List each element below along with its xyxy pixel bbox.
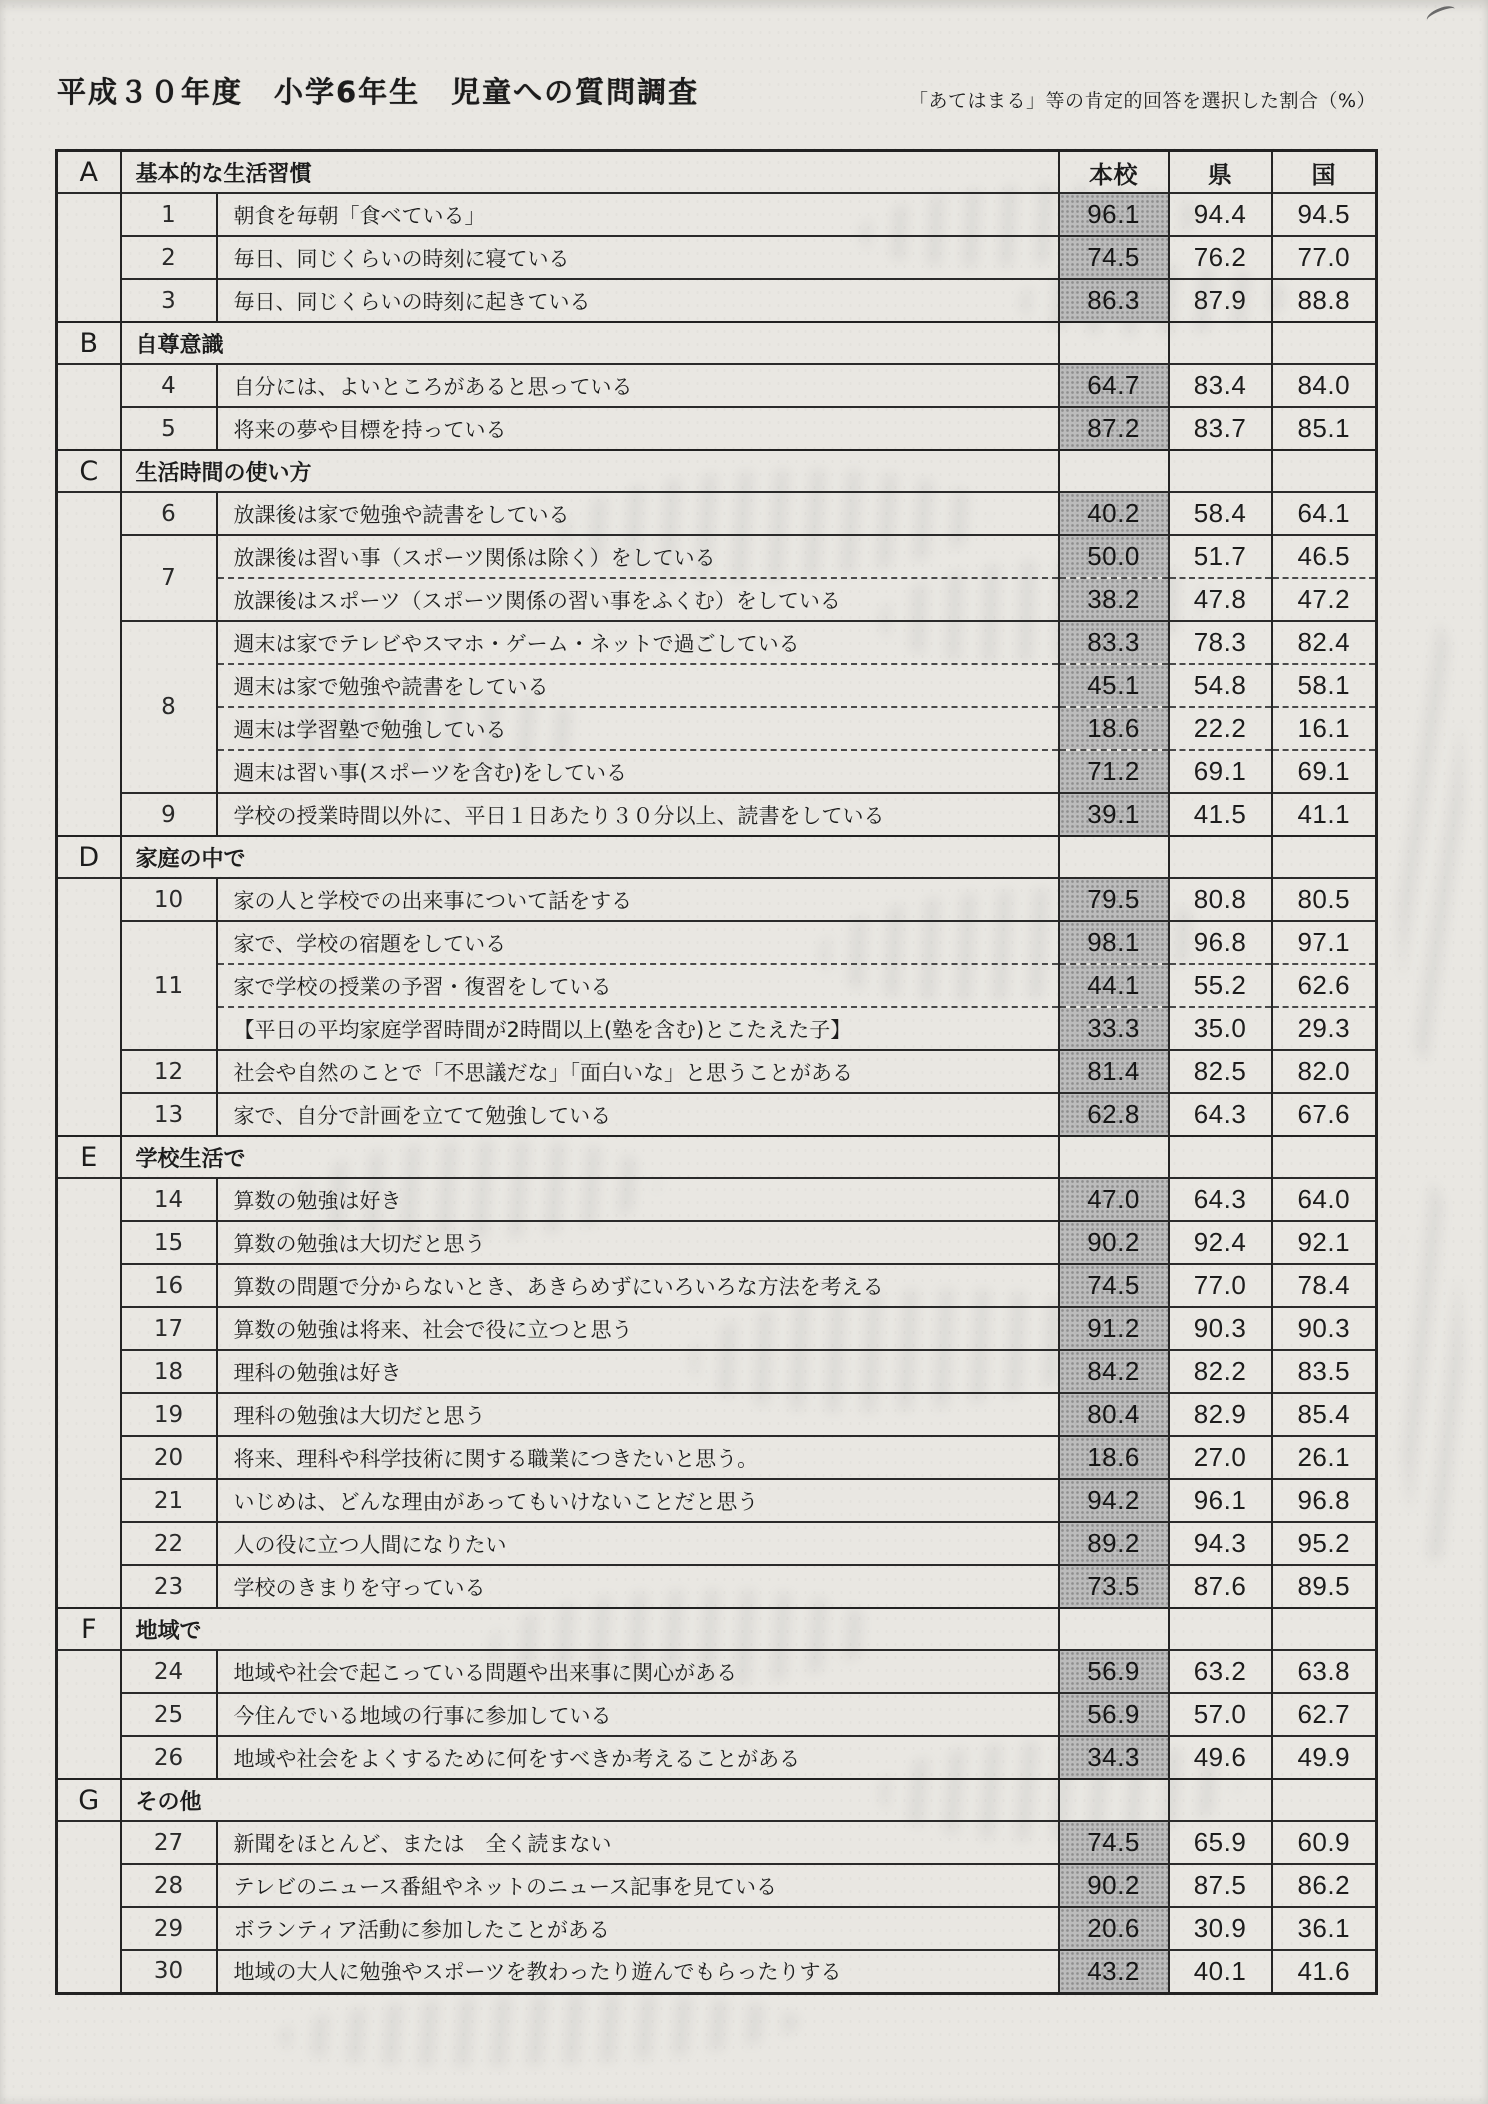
table-row bbox=[57, 535, 1377, 578]
column-header: 国 bbox=[1272, 151, 1377, 194]
value-school: 40.2 bbox=[1059, 492, 1169, 535]
question-number: 19 bbox=[121, 1393, 217, 1436]
value-cell-empty bbox=[1169, 450, 1272, 492]
value-prefecture: 87.6 bbox=[1169, 1565, 1272, 1608]
value-nation: 29.3 bbox=[1272, 1007, 1377, 1050]
question-text: 新聞をほとんど、または 全く読まない bbox=[217, 1821, 1059, 1864]
section-letter-spacer bbox=[57, 878, 121, 1136]
question-number: 27 bbox=[121, 1821, 217, 1864]
value-school: 43.2 bbox=[1059, 1950, 1169, 1993]
page-subtitle: 「あてはまる」等の肯定的回答を選択した割合（%） bbox=[908, 90, 1376, 112]
section-title: 家庭の中で bbox=[121, 836, 1059, 878]
table-row bbox=[57, 1221, 1377, 1264]
section-letter: B bbox=[57, 322, 121, 364]
column-header: 本校 bbox=[1059, 151, 1169, 194]
bleedthrough-mark bbox=[279, 1986, 801, 2074]
value-nation: 96.8 bbox=[1272, 1479, 1377, 1522]
section-title: 地域で bbox=[121, 1608, 1059, 1650]
scan-artifact bbox=[1425, 3, 1458, 26]
question-text: 将来、理科や科学技術に関する職業につきたいと思う。 bbox=[217, 1436, 1059, 1479]
question-number: 16 bbox=[121, 1264, 217, 1307]
table-row bbox=[57, 1565, 1377, 1608]
question-text: 地域や社会で起こっている問題や出来事に関心がある bbox=[217, 1650, 1059, 1693]
table-row bbox=[57, 964, 1377, 1007]
value-school: 18.6 bbox=[1059, 707, 1169, 750]
value-prefecture: 83.4 bbox=[1169, 364, 1272, 407]
table-row bbox=[57, 1393, 1377, 1436]
question-text: 週末は家でテレビやスマホ・ゲーム・ネットで過ごしている bbox=[217, 621, 1059, 664]
table-row bbox=[57, 1436, 1377, 1479]
table-row bbox=[57, 1950, 1377, 1993]
question-number: 3 bbox=[121, 279, 217, 322]
value-school: 47.0 bbox=[1059, 1178, 1169, 1221]
question-text: 家で、自分で計画を立てて勉強している bbox=[217, 1093, 1059, 1136]
section-title: 自尊意識 bbox=[121, 322, 1059, 364]
value-prefecture: 87.5 bbox=[1169, 1864, 1272, 1907]
question-text: 学校の授業時間以外に、平日１日あたり３０分以上、読書をしている bbox=[217, 793, 1059, 836]
question-number: 9 bbox=[121, 793, 217, 836]
value-school: 91.2 bbox=[1059, 1307, 1169, 1350]
value-nation: 49.9 bbox=[1272, 1736, 1377, 1779]
value-nation: 85.1 bbox=[1272, 407, 1377, 450]
value-school: 90.2 bbox=[1059, 1864, 1169, 1907]
value-school: 56.9 bbox=[1059, 1650, 1169, 1693]
value-nation: 95.2 bbox=[1272, 1522, 1377, 1565]
section-header-row bbox=[57, 322, 1377, 364]
value-prefecture: 54.8 bbox=[1169, 664, 1272, 707]
section-letter: D bbox=[57, 836, 121, 878]
table-row bbox=[57, 878, 1377, 921]
question-number: 7 bbox=[121, 535, 217, 621]
section-letter: E bbox=[57, 1136, 121, 1178]
value-school: 73.5 bbox=[1059, 1565, 1169, 1608]
table-row bbox=[57, 1350, 1377, 1393]
question-text: 社会や自然のことで「不思議だな」「面白いな」と思うことがある bbox=[217, 1050, 1059, 1093]
value-nation: 63.8 bbox=[1272, 1650, 1377, 1693]
table-row bbox=[57, 193, 1377, 236]
section-letter-spacer bbox=[57, 364, 121, 450]
question-text: 家で、学校の宿題をしている bbox=[217, 921, 1059, 964]
table-row bbox=[57, 364, 1377, 407]
value-cell-empty bbox=[1059, 1608, 1169, 1650]
question-text: 算数の勉強は大切だと思う bbox=[217, 1221, 1059, 1264]
value-school: 33.3 bbox=[1059, 1007, 1169, 1050]
table-row bbox=[57, 1264, 1377, 1307]
question-number: 15 bbox=[121, 1221, 217, 1264]
value-nation: 82.0 bbox=[1272, 1050, 1377, 1093]
value-nation: 58.1 bbox=[1272, 664, 1377, 707]
value-nation: 62.6 bbox=[1272, 964, 1377, 1007]
value-nation: 26.1 bbox=[1272, 1436, 1377, 1479]
question-text: 週末は家で勉強や読書をしている bbox=[217, 664, 1059, 707]
section-header-row bbox=[57, 836, 1377, 878]
value-prefecture: 40.1 bbox=[1169, 1950, 1272, 1993]
value-school: 18.6 bbox=[1059, 1436, 1169, 1479]
value-prefecture: 64.3 bbox=[1169, 1093, 1272, 1136]
value-school: 39.1 bbox=[1059, 793, 1169, 836]
table-row bbox=[57, 921, 1377, 964]
section-letter-spacer bbox=[57, 492, 121, 836]
section-title: 学校生活で bbox=[121, 1136, 1059, 1178]
value-nation: 47.2 bbox=[1272, 578, 1377, 621]
table-row bbox=[57, 750, 1377, 793]
bleedthrough-mark bbox=[1394, 619, 1468, 1060]
question-text: 放課後はスポーツ（スポーツ関係の習い事をふくむ）をしている bbox=[217, 578, 1059, 621]
table-row bbox=[57, 1307, 1377, 1350]
bleedthrough-mark bbox=[1395, 1179, 1468, 1560]
table-row bbox=[57, 1821, 1377, 1864]
table-row bbox=[57, 1522, 1377, 1565]
table-row bbox=[57, 578, 1377, 621]
value-cell-empty bbox=[1059, 322, 1169, 364]
question-number: 21 bbox=[121, 1479, 217, 1522]
question-number: 17 bbox=[121, 1307, 217, 1350]
value-school: 90.2 bbox=[1059, 1221, 1169, 1264]
question-text: 【平日の平均家庭学習時間が2時間以上(塾を含む)とこたえた子】 bbox=[217, 1007, 1059, 1050]
question-text: 毎日、同じくらいの時刻に寝ている bbox=[217, 236, 1059, 279]
value-prefecture: 58.4 bbox=[1169, 492, 1272, 535]
table-row bbox=[57, 1050, 1377, 1093]
question-text: 毎日、同じくらいの時刻に起きている bbox=[217, 279, 1059, 322]
value-nation: 89.5 bbox=[1272, 1565, 1377, 1608]
value-nation: 94.5 bbox=[1272, 193, 1377, 236]
question-number: 26 bbox=[121, 1736, 217, 1779]
table-row bbox=[57, 407, 1377, 450]
value-school: 71.2 bbox=[1059, 750, 1169, 793]
question-text: 家で学校の授業の予習・復習をしている bbox=[217, 964, 1059, 1007]
value-cell-empty bbox=[1059, 1136, 1169, 1178]
section-letter: G bbox=[57, 1779, 121, 1821]
table-row bbox=[57, 1864, 1377, 1907]
value-school: 74.5 bbox=[1059, 236, 1169, 279]
question-text: ボランティア活動に参加したことがある bbox=[217, 1907, 1059, 1950]
question-text: いじめは、どんな理由があってもいけないことだと思う bbox=[217, 1479, 1059, 1522]
value-nation: 46.5 bbox=[1272, 535, 1377, 578]
question-number: 23 bbox=[121, 1565, 217, 1608]
value-nation: 64.1 bbox=[1272, 492, 1377, 535]
question-text: 朝食を毎朝「食べている」 bbox=[217, 193, 1059, 236]
value-nation: 92.1 bbox=[1272, 1221, 1377, 1264]
value-nation: 69.1 bbox=[1272, 750, 1377, 793]
value-cell-empty bbox=[1169, 1779, 1272, 1821]
value-nation: 84.0 bbox=[1272, 364, 1377, 407]
question-number: 12 bbox=[121, 1050, 217, 1093]
question-number: 24 bbox=[121, 1650, 217, 1693]
value-school: 89.2 bbox=[1059, 1522, 1169, 1565]
value-prefecture: 87.9 bbox=[1169, 279, 1272, 322]
value-cell-empty bbox=[1169, 1136, 1272, 1178]
value-nation: 82.4 bbox=[1272, 621, 1377, 664]
section-letter-spacer bbox=[57, 193, 121, 322]
section-header-row bbox=[57, 1608, 1377, 1650]
section-header-row bbox=[57, 1136, 1377, 1178]
question-text: 将来の夢や目標を持っている bbox=[217, 407, 1059, 450]
survey-table-body bbox=[57, 151, 1377, 1994]
value-cell-empty bbox=[1272, 1136, 1377, 1178]
section-letter: A bbox=[57, 151, 121, 194]
question-text: 家の人と学校での出来事について話をする bbox=[217, 878, 1059, 921]
value-prefecture: 41.5 bbox=[1169, 793, 1272, 836]
value-school: 80.4 bbox=[1059, 1393, 1169, 1436]
value-prefecture: 30.9 bbox=[1169, 1907, 1272, 1950]
section-title: その他 bbox=[121, 1779, 1059, 1821]
question-text: 週末は習い事(スポーツを含む)をしている bbox=[217, 750, 1059, 793]
value-prefecture: 83.7 bbox=[1169, 407, 1272, 450]
value-school: 38.2 bbox=[1059, 578, 1169, 621]
page-title: 平成３０年度 小学6年生 児童への質問調査 bbox=[57, 75, 700, 109]
question-number: 8 bbox=[121, 621, 217, 793]
table-row bbox=[57, 279, 1377, 322]
value-nation: 41.6 bbox=[1272, 1950, 1377, 1993]
question-text: テレビのニュース番組やネットのニュース記事を見ている bbox=[217, 1864, 1059, 1907]
value-school: 84.2 bbox=[1059, 1350, 1169, 1393]
value-cell-empty bbox=[1059, 1779, 1169, 1821]
value-cell-empty bbox=[1169, 1608, 1272, 1650]
value-prefecture: 80.8 bbox=[1169, 878, 1272, 921]
value-nation: 62.7 bbox=[1272, 1693, 1377, 1736]
section-letter-spacer bbox=[57, 1821, 121, 1993]
value-cell-empty bbox=[1169, 322, 1272, 364]
question-number: 11 bbox=[121, 921, 217, 1050]
section-title: 生活時間の使い方 bbox=[121, 450, 1059, 492]
question-number: 14 bbox=[121, 1178, 217, 1221]
value-prefecture: 90.3 bbox=[1169, 1307, 1272, 1350]
table-row bbox=[57, 793, 1377, 836]
section-letter: C bbox=[57, 450, 121, 492]
value-nation: 16.1 bbox=[1272, 707, 1377, 750]
value-prefecture: 65.9 bbox=[1169, 1821, 1272, 1864]
question-text: 理科の勉強は大切だと思う bbox=[217, 1393, 1059, 1436]
section-header-row bbox=[57, 450, 1377, 492]
question-text: 今住んでいる地域の行事に参加している bbox=[217, 1693, 1059, 1736]
value-school: 81.4 bbox=[1059, 1050, 1169, 1093]
question-text: 算数の勉強は将来、社会で役に立つと思う bbox=[217, 1307, 1059, 1350]
question-text: 算数の問題で分からないとき、あきらめずにいろいろな方法を考える bbox=[217, 1264, 1059, 1307]
value-nation: 67.6 bbox=[1272, 1093, 1377, 1136]
table-row bbox=[57, 1479, 1377, 1522]
table-row bbox=[57, 1178, 1377, 1221]
value-cell-empty bbox=[1272, 450, 1377, 492]
value-prefecture: 77.0 bbox=[1169, 1264, 1272, 1307]
section-letter-spacer bbox=[57, 1178, 121, 1608]
question-number: 25 bbox=[121, 1693, 217, 1736]
value-prefecture: 76.2 bbox=[1169, 236, 1272, 279]
value-cell-empty bbox=[1272, 322, 1377, 364]
value-school: 50.0 bbox=[1059, 535, 1169, 578]
value-school: 74.5 bbox=[1059, 1821, 1169, 1864]
value-prefecture: 47.8 bbox=[1169, 578, 1272, 621]
column-header: 県 bbox=[1169, 151, 1272, 194]
value-school: 87.2 bbox=[1059, 407, 1169, 450]
value-school: 34.3 bbox=[1059, 1736, 1169, 1779]
value-cell-empty bbox=[1059, 450, 1169, 492]
question-text: 週末は学習塾で勉強している bbox=[217, 707, 1059, 750]
value-prefecture: 94.3 bbox=[1169, 1522, 1272, 1565]
table-row bbox=[57, 1007, 1377, 1050]
survey-table bbox=[55, 149, 1378, 1995]
question-number: 4 bbox=[121, 364, 217, 407]
question-number: 20 bbox=[121, 1436, 217, 1479]
question-number: 22 bbox=[121, 1522, 217, 1565]
value-prefecture: 94.4 bbox=[1169, 193, 1272, 236]
value-school: 20.6 bbox=[1059, 1907, 1169, 1950]
question-text: 放課後は習い事（スポーツ関係は除く）をしている bbox=[217, 535, 1059, 578]
value-prefecture: 63.2 bbox=[1169, 1650, 1272, 1693]
question-text: 理科の勉強は好き bbox=[217, 1350, 1059, 1393]
value-school: 86.3 bbox=[1059, 279, 1169, 322]
value-nation: 64.0 bbox=[1272, 1178, 1377, 1221]
table-row bbox=[57, 1093, 1377, 1136]
question-text: 地域や社会をよくするために何をすべきか考えることがある bbox=[217, 1736, 1059, 1779]
question-number: 1 bbox=[121, 193, 217, 236]
value-prefecture: 82.2 bbox=[1169, 1350, 1272, 1393]
value-nation: 90.3 bbox=[1272, 1307, 1377, 1350]
value-school: 56.9 bbox=[1059, 1693, 1169, 1736]
table-row bbox=[57, 1907, 1377, 1950]
value-cell-empty bbox=[1272, 836, 1377, 878]
value-nation: 36.1 bbox=[1272, 1907, 1377, 1950]
value-nation: 60.9 bbox=[1272, 1821, 1377, 1864]
value-prefecture: 96.1 bbox=[1169, 1479, 1272, 1522]
table-row bbox=[57, 236, 1377, 279]
value-prefecture: 27.0 bbox=[1169, 1436, 1272, 1479]
question-number: 28 bbox=[121, 1864, 217, 1907]
value-prefecture: 82.5 bbox=[1169, 1050, 1272, 1093]
value-cell-empty bbox=[1169, 836, 1272, 878]
value-nation: 80.5 bbox=[1272, 878, 1377, 921]
table-row bbox=[57, 492, 1377, 535]
section-letter-spacer bbox=[57, 1650, 121, 1779]
value-nation: 41.1 bbox=[1272, 793, 1377, 836]
table-row bbox=[57, 1736, 1377, 1779]
question-number: 5 bbox=[121, 407, 217, 450]
table-row bbox=[57, 1693, 1377, 1736]
value-prefecture: 82.9 bbox=[1169, 1393, 1272, 1436]
value-school: 62.8 bbox=[1059, 1093, 1169, 1136]
value-school: 79.5 bbox=[1059, 878, 1169, 921]
question-number: 6 bbox=[121, 492, 217, 535]
question-text: 人の役に立つ人間になりたい bbox=[217, 1522, 1059, 1565]
question-number: 2 bbox=[121, 236, 217, 279]
table-row bbox=[57, 664, 1377, 707]
value-school: 94.2 bbox=[1059, 1479, 1169, 1522]
value-school: 44.1 bbox=[1059, 964, 1169, 1007]
value-prefecture: 78.3 bbox=[1169, 621, 1272, 664]
question-number: 29 bbox=[121, 1907, 217, 1950]
value-school: 98.1 bbox=[1059, 921, 1169, 964]
value-nation: 78.4 bbox=[1272, 1264, 1377, 1307]
question-number: 18 bbox=[121, 1350, 217, 1393]
value-nation: 88.8 bbox=[1272, 279, 1377, 322]
question-text: 地域の大人に勉強やスポーツを教わったり遊んでもらったりする bbox=[217, 1950, 1059, 1993]
value-prefecture: 64.3 bbox=[1169, 1178, 1272, 1221]
value-school: 64.7 bbox=[1059, 364, 1169, 407]
table-row bbox=[57, 1650, 1377, 1693]
value-school: 83.3 bbox=[1059, 621, 1169, 664]
value-prefecture: 92.4 bbox=[1169, 1221, 1272, 1264]
section-header-row bbox=[57, 151, 1377, 194]
question-number: 13 bbox=[121, 1093, 217, 1136]
section-letter: F bbox=[57, 1608, 121, 1650]
table-row bbox=[57, 621, 1377, 664]
value-cell-empty bbox=[1272, 1608, 1377, 1650]
question-number: 30 bbox=[121, 1950, 217, 1993]
value-cell-empty bbox=[1059, 836, 1169, 878]
value-prefecture: 96.8 bbox=[1169, 921, 1272, 964]
value-prefecture: 69.1 bbox=[1169, 750, 1272, 793]
value-nation: 77.0 bbox=[1272, 236, 1377, 279]
value-cell-empty bbox=[1272, 1779, 1377, 1821]
value-school: 96.1 bbox=[1059, 193, 1169, 236]
value-nation: 86.2 bbox=[1272, 1864, 1377, 1907]
value-prefecture: 22.2 bbox=[1169, 707, 1272, 750]
question-number: 10 bbox=[121, 878, 217, 921]
value-nation: 97.1 bbox=[1272, 921, 1377, 964]
value-school: 45.1 bbox=[1059, 664, 1169, 707]
value-prefecture: 49.6 bbox=[1169, 1736, 1272, 1779]
question-text: 自分には、よいところがあると思っている bbox=[217, 364, 1059, 407]
table-row bbox=[57, 707, 1377, 750]
section-header-row bbox=[57, 1779, 1377, 1821]
value-prefecture: 57.0 bbox=[1169, 1693, 1272, 1736]
value-nation: 85.4 bbox=[1272, 1393, 1377, 1436]
value-prefecture: 35.0 bbox=[1169, 1007, 1272, 1050]
value-nation: 83.5 bbox=[1272, 1350, 1377, 1393]
value-prefecture: 51.7 bbox=[1169, 535, 1272, 578]
question-text: 算数の勉強は好き bbox=[217, 1178, 1059, 1221]
value-prefecture: 55.2 bbox=[1169, 964, 1272, 1007]
question-text: 放課後は家で勉強や読書をしている bbox=[217, 492, 1059, 535]
section-title: 基本的な生活習慣 bbox=[121, 151, 1059, 194]
value-school: 74.5 bbox=[1059, 1264, 1169, 1307]
question-text: 学校のきまりを守っている bbox=[217, 1565, 1059, 1608]
